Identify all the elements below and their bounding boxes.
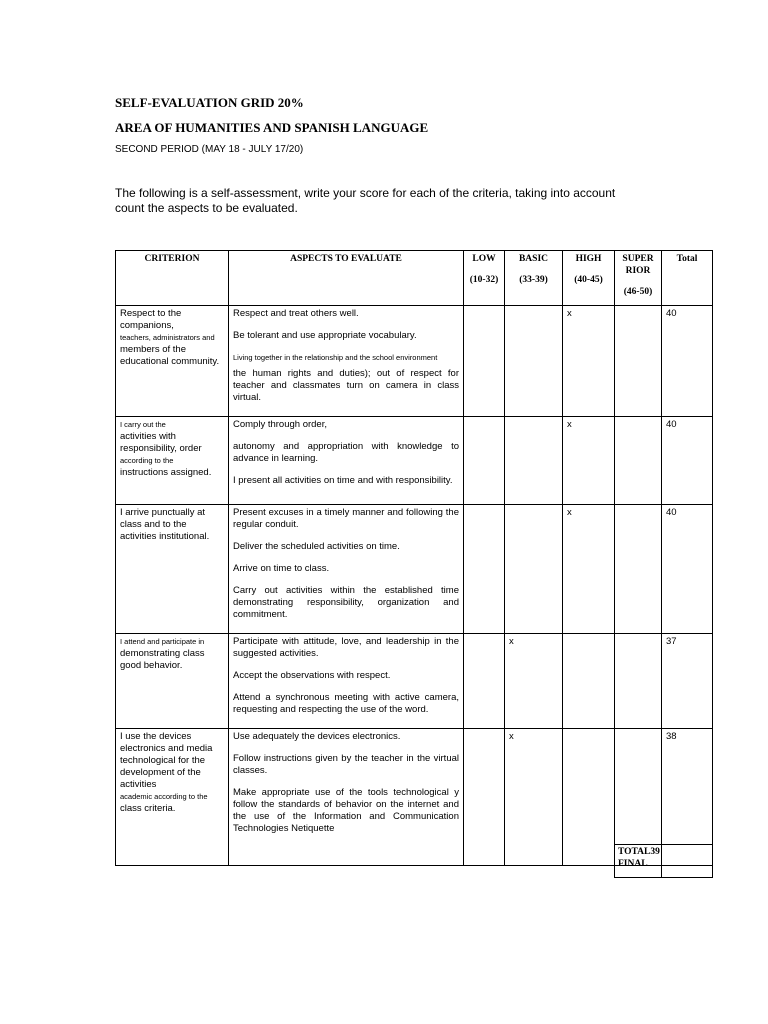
basic-cell[interactable]: x <box>505 634 563 729</box>
aspect-text: Deliver the scheduled activities on time. <box>233 541 400 552</box>
criterion-text: Respect to the companions, <box>120 308 182 331</box>
aspect-text: Use adequately the devices electronics. <box>233 731 401 742</box>
basic-cell[interactable] <box>505 417 563 505</box>
aspect-text: Carry out activities within the established time demonstrating responsibility, organization and commitment. <box>233 585 459 620</box>
col-header-high <box>563 251 615 306</box>
low-cell[interactable] <box>464 306 505 417</box>
aspects-cell <box>229 505 464 634</box>
superior-cell[interactable] <box>615 417 662 505</box>
evaluation-grid <box>115 250 713 866</box>
aspects-cell <box>229 634 464 729</box>
document-title: SELF-EVALUATION GRID 20% <box>115 95 304 110</box>
aspect-text: Arrive on time to class. <box>233 563 330 574</box>
criterion-text: academic according to the <box>120 792 208 801</box>
col-header-total: Total <box>662 251 713 306</box>
aspect-text: Comply through order, <box>233 419 327 430</box>
document-subtitle: AREA OF HUMANITIES AND SPANISH LANGUAGE <box>115 120 429 135</box>
superior-cell[interactable] <box>615 505 662 634</box>
aspect-text: the human rights and duties); out of respect for teacher and classmates turn on camera in class virtual. <box>233 368 459 403</box>
total-cell[interactable]: 40 <box>662 417 713 505</box>
high-cell[interactable] <box>563 729 615 866</box>
criterion-text: according to the <box>120 456 174 465</box>
low-cell[interactable] <box>464 505 505 634</box>
col-header-aspects: ASPECTS TO EVALUATE <box>229 251 464 306</box>
aspects-cell <box>229 306 464 417</box>
aspect-text: Living together in the relationship and the school environment <box>233 353 438 362</box>
criterion-cell <box>116 729 229 866</box>
aspect-text: I present all activities on time and with responsibility. <box>233 475 453 486</box>
table-row <box>116 634 713 729</box>
aspect-text: Be tolerant and use appropriate vocabulary. <box>233 330 417 341</box>
superior-range: (46-50) <box>623 287 653 297</box>
criterion-cell <box>116 306 229 417</box>
total-cell[interactable]: 40 <box>662 505 713 634</box>
low-cell[interactable] <box>464 729 505 866</box>
intro-line-1: The following is a self-assessment, write your score for each of the criteria, taking into account <box>115 186 616 200</box>
aspects-cell <box>229 729 464 866</box>
intro-line-2: count the aspects to be evaluated. <box>115 201 298 215</box>
basic-label: BASIC <box>518 254 549 264</box>
criterion-text: activities with responsibility, order <box>120 431 202 454</box>
aspect-text: Follow instructions given by the teacher in the virtual classes. <box>233 753 459 776</box>
high-cell[interactable]: x <box>563 417 615 505</box>
final-total-table <box>614 844 713 878</box>
criterion-text: demonstrating class good behavior. <box>120 648 205 671</box>
aspect-text: Accept the observations with respect. <box>233 670 391 681</box>
low-range: (10-32) <box>469 275 499 285</box>
criterion-text: I use the devices electronics and media technological for the development of the activities <box>120 731 213 790</box>
final-total-label: TOTAL39 FINAL <box>615 845 662 878</box>
criterion-cell <box>116 417 229 505</box>
col-header-low <box>464 251 505 306</box>
criterion-cell <box>116 634 229 729</box>
aspect-text: Participate with attitude, love, and leadership in the suggested activities. <box>233 636 459 659</box>
final-total-value[interactable] <box>662 845 713 878</box>
aspect-text: Make appropriate use of the tools technological y follow the standards of behavior on the internet and the use of the Information and Communication Technologies Netiquette <box>233 787 459 834</box>
high-cell[interactable] <box>563 634 615 729</box>
total-cell[interactable]: 38 <box>662 729 713 866</box>
high-label: HIGH <box>575 254 602 264</box>
total-cell[interactable]: 37 <box>662 634 713 729</box>
low-label: LOW <box>472 254 496 264</box>
basic-cell[interactable]: x <box>505 729 563 866</box>
intro-text <box>115 186 645 216</box>
criterion-text: instructions assigned. <box>120 467 212 478</box>
criterion-text: I attend and participate in <box>120 637 205 646</box>
criterion-cell <box>116 505 229 634</box>
superior-label: SUPER RIOR <box>622 254 654 276</box>
col-header-criterion: CRITERION <box>116 251 229 306</box>
high-cell[interactable]: x <box>563 306 615 417</box>
table-row <box>116 417 713 505</box>
criterion-text: I arrive punctually at class and to the activities institutional. <box>120 507 210 542</box>
total-cell[interactable]: 40 <box>662 306 713 417</box>
basic-cell[interactable] <box>505 505 563 634</box>
criterion-text: teachers, administrators and <box>120 333 215 342</box>
period-label: SECOND PERIOD (MAY 18 - JULY 17/20) <box>115 144 304 155</box>
col-header-basic <box>505 251 563 306</box>
aspect-text: Present excuses in a timely manner and following the regular conduit. <box>233 507 459 530</box>
aspect-text: autonomy and appropriation with knowledge to advance in learning. <box>233 441 459 464</box>
aspect-text: Respect and treat others well. <box>233 308 359 319</box>
table-row <box>116 505 713 634</box>
basic-cell[interactable] <box>505 306 563 417</box>
aspects-cell <box>229 417 464 505</box>
col-header-superior <box>615 251 662 306</box>
low-cell[interactable] <box>464 634 505 729</box>
basic-range: (33-39) <box>519 275 548 285</box>
criterion-text: I carry out the <box>120 420 166 429</box>
aspect-text: Attend a synchronous meeting with active camera, requesting and respecting the use of the word. <box>233 692 459 715</box>
superior-cell[interactable] <box>615 634 662 729</box>
high-range: (40-45) <box>574 275 603 285</box>
criterion-text: class criteria. <box>120 803 176 814</box>
high-cell[interactable]: x <box>563 505 615 634</box>
superior-cell[interactable] <box>615 306 662 417</box>
header-row <box>116 251 713 306</box>
criterion-text: members of the educational community. <box>120 344 220 367</box>
low-cell[interactable] <box>464 417 505 505</box>
table-row <box>116 306 713 417</box>
